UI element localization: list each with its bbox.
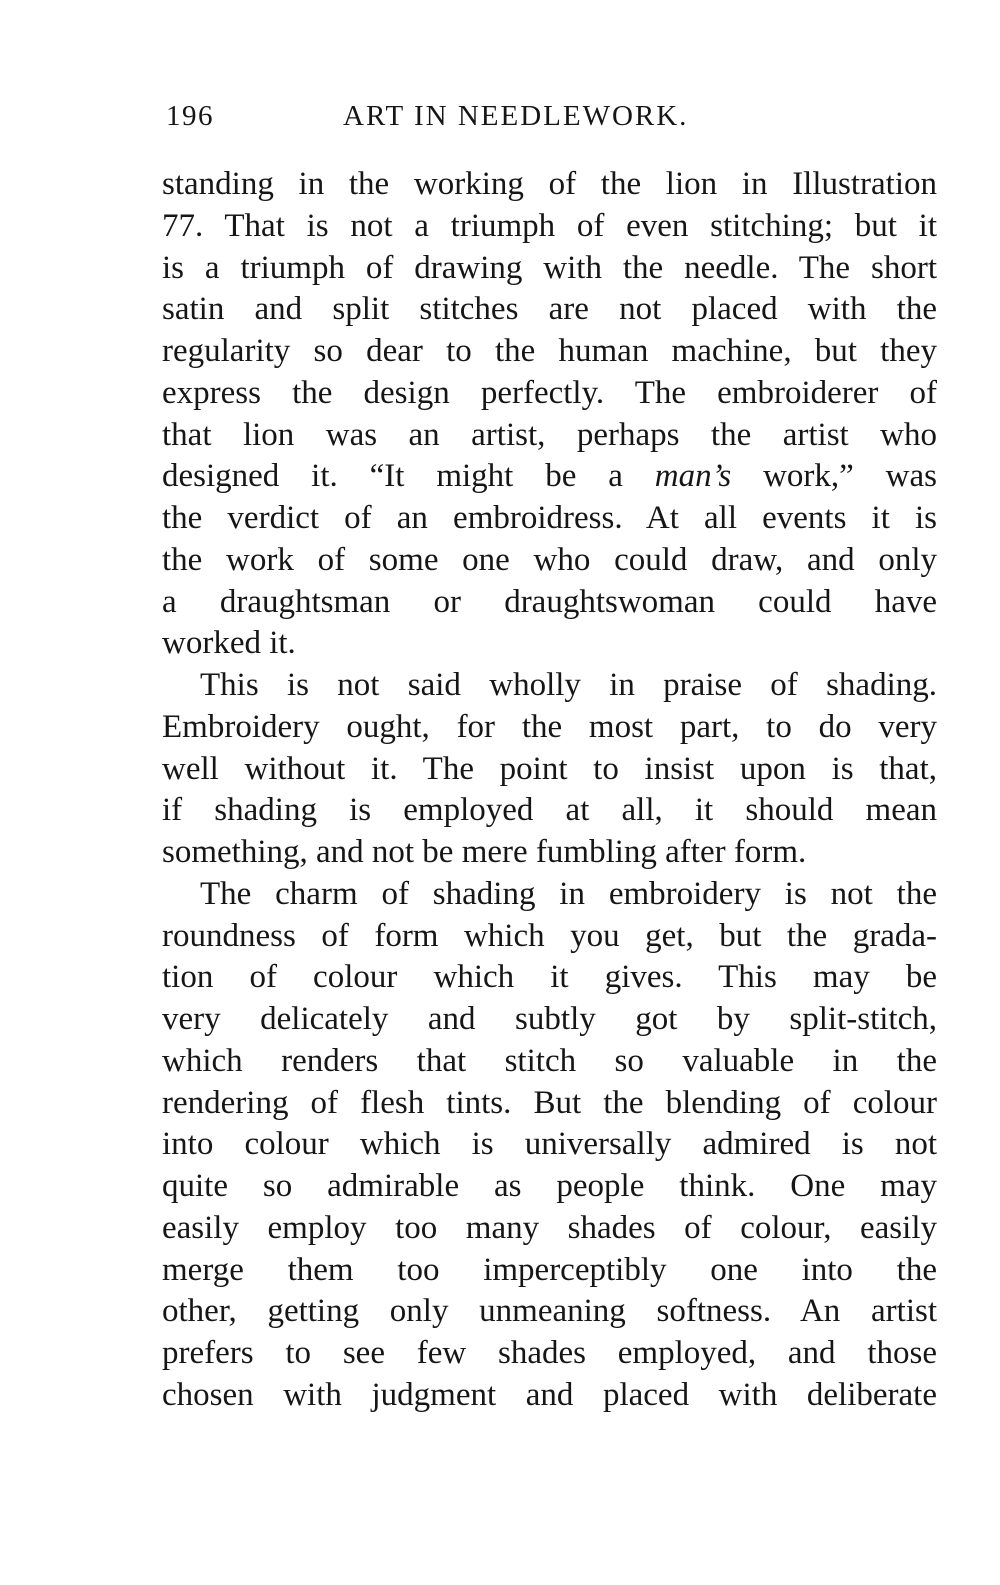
text-line: that lion was an artist, perhaps the artist who	[162, 416, 937, 453]
text-line: other, getting only unmeaning softness. An artist	[162, 1293, 937, 1330]
text-line: Embroidery ought, for the most part, to do very	[162, 708, 937, 745]
text-line: into colour which is universally admired is not	[162, 1126, 937, 1163]
text-line: merge them too imperceptibly one into the	[162, 1251, 937, 1288]
running-title: ART IN NEEDLEWORK.	[343, 100, 689, 132]
text-line: worked it.	[162, 625, 296, 662]
text-line: standing in the working of the lion in Illustration	[162, 166, 937, 202]
text-line: quite so admirable as people think. One may	[162, 1168, 937, 1204]
text-line: easily employ too many shades of colour, easily	[162, 1209, 937, 1246]
body-text	[162, 164, 937, 1417]
italic-word: man’s	[654, 458, 732, 495]
text-line: prefers to see few shades employed, and those	[162, 1335, 937, 1371]
text-segment: work,” was	[731, 458, 937, 495]
text-line: The charm of shading in embroidery is not the	[200, 875, 937, 912]
text-line: tion of colour which it gives. This may be	[162, 959, 937, 996]
text-line: 77. That is not a triumph of even stitching; but it	[162, 207, 937, 244]
text-line: chosen with judgment and placed with deliberate	[162, 1376, 937, 1413]
text-line: the verdict of an embroidress. At all events it is	[162, 500, 937, 536]
text-line: roundness of form which you get, but the grada-	[162, 917, 937, 954]
text-segment: designed it. “It might be a	[162, 458, 655, 495]
text-line: which renders that stitch so valuable in the	[162, 1042, 937, 1079]
text-line: a draughtsman or draughtswoman could have	[162, 583, 937, 620]
text-line: the work of some one who could draw, and only	[162, 541, 937, 578]
text-line: This is not said wholly in praise of shading.	[200, 667, 937, 703]
page-number: 196	[166, 100, 214, 132]
text-line: express the design perfectly. The embroiderer of	[162, 374, 937, 411]
text-line: if shading is employed at all, it should mean	[162, 792, 937, 829]
text-line: is a triumph of drawing with the needle. The short	[162, 249, 937, 286]
text-line: rendering of flesh tints. But the blending of colour	[162, 1084, 937, 1121]
text-line: satin and split stitches are not placed with the	[162, 291, 937, 328]
text-line: very delicately and subtly got by split-stitch,	[162, 1001, 937, 1037]
text-line: something, and not be mere fumbling after form.	[162, 834, 807, 870]
text-line: well without it. The point to insist upon is that,	[162, 750, 937, 787]
text-line	[162, 456, 937, 498]
text-line: regularity so dear to the human machine, but they	[162, 333, 937, 369]
